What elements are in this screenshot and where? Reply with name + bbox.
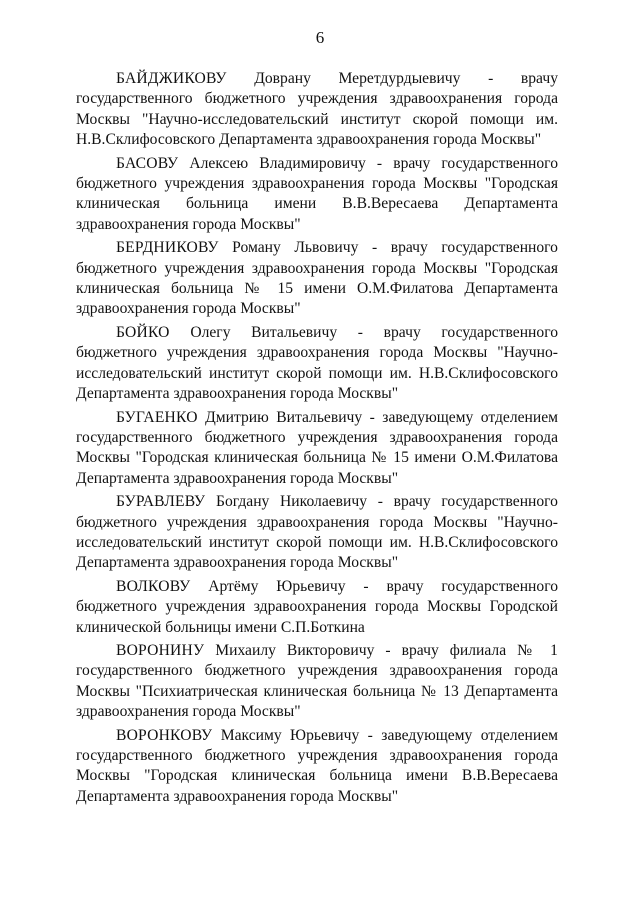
- page-number: 6: [315, 28, 325, 47]
- entry-surname: ВОРОНИНУ: [116, 641, 205, 659]
- list-item: [76, 492, 558, 574]
- entry-surname: БАЙДЖИКОВУ: [116, 70, 227, 87]
- entry-text: Михаилу Викторовичу - врачу филиала № 1 государственного бюджетного учреждения здравоохранения города Москвы "Психиатрическая клиническая больница № 13 Департамента здравоохранения города Москвы": [76, 641, 558, 721]
- entry-text: Дмитрию Витальевичу - заведующему отделением государственного бюджетного учреждения здравоохранения города Москвы "Городская клиническая больница № 15 имени О.М.Филатова Департамента здравоохранения города Москвы": [76, 408, 558, 487]
- entry-text: Артёму Юрьевичу - врачу государственного бюджетного учреждения здравоохранения города Москвы Городской клинической больницы имени С.П.Боткина: [76, 577, 558, 636]
- entry-surname: ВОЛКОВУ: [116, 577, 191, 595]
- entry-surname: БУРАВЛЕВУ: [116, 493, 206, 511]
- entry-surname: БЕРДНИКОВУ: [116, 239, 219, 257]
- entry-surname: БУГАЕНКО: [116, 408, 198, 426]
- entry-text: Доврану Меретдурдыевичу - врачу государственного бюджетного учреждения здравоохранения города Москвы "Научно-исследовательский институт скорой помощи им. Н.В.Склифосовского Департамента здравоохранения города Москвы": [76, 70, 558, 149]
- list-item: [76, 323, 558, 405]
- list-item: [76, 577, 558, 638]
- list-item: [76, 238, 558, 320]
- entry-text: Максиму Юрьевичу - заведующему отделением государственного бюджетного учреждения здравоохранения города Москвы "Городская клиническая больница имени В.В.Вересаева Департамента здравоохранения города Москвы": [76, 726, 558, 805]
- entry-text: Олегу Витальевичу - врачу государственного бюджетного учреждения здравоохранения города Москвы "Научно-исследовательский институт скорой помощи им. Н.В.Склифосовского Департамента здравоохранения города Москвы": [76, 323, 558, 403]
- entry-text: Богдану Николаевичу - врачу государственного бюджетного учреждения здравоохранения города Москвы "Научно-исследовательский институт скорой помощи им. Н.В.Склифосовского Департамента здравоохранения города Москвы": [76, 493, 558, 572]
- entry-surname: БАСОВУ: [116, 154, 179, 172]
- list-item: [76, 154, 558, 236]
- entry-surname: БОЙКО: [116, 323, 170, 341]
- entry-text: Алексею Владимировичу - врачу государственного бюджетного учреждения здравоохранения города Москвы "Городская клиническая больница имени В.В.Вересаева Департамента здравоохранения города Москвы": [76, 154, 558, 233]
- list-item: [76, 69, 558, 151]
- entry-text: Роману Львовичу - врачу государственного бюджетного учреждения здравоохранения города Москвы "Городская клиническая больница № 15 имени О.М.Филатова Департамента здравоохранения города Москвы": [76, 239, 558, 318]
- list-item: [76, 408, 558, 490]
- list-item: [76, 726, 558, 808]
- list-item: [76, 641, 558, 723]
- entry-surname: ВОРОНКОВУ: [116, 726, 213, 744]
- award-list: [76, 69, 558, 810]
